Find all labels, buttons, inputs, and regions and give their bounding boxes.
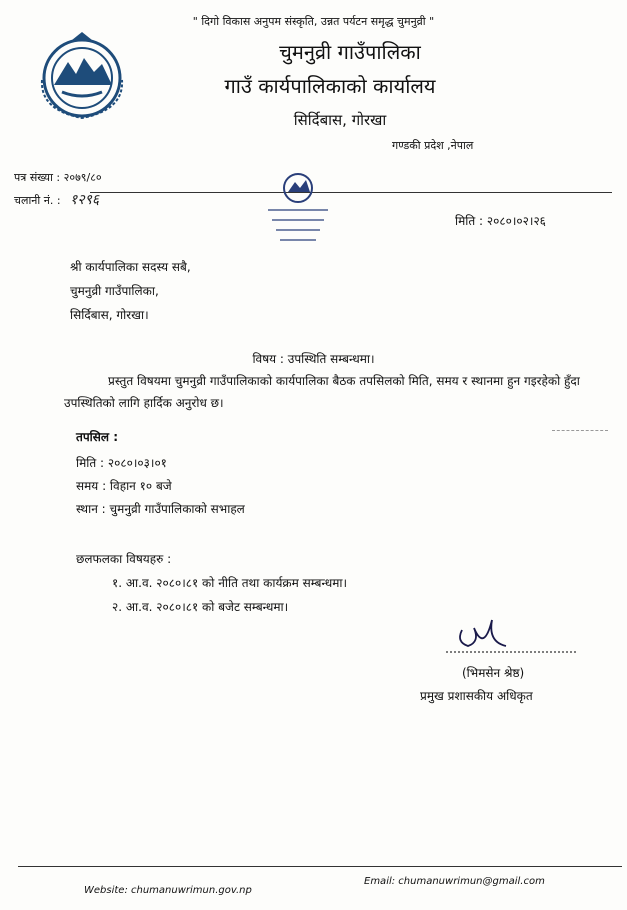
footer-divider xyxy=(18,866,622,867)
recipient-line: श्री कार्यपालिका सदस्य सबै, xyxy=(70,260,191,274)
patra-value: २०७९/८० xyxy=(63,171,102,184)
meeting-date: मिति : २०८०।०३।०१ xyxy=(76,456,167,470)
province: गण्डकी प्रदेश ,नेपाल xyxy=(392,139,474,152)
patra-label: पत्र संख्या : xyxy=(14,171,61,184)
signature-icon xyxy=(440,612,580,662)
header-divider xyxy=(90,192,612,193)
letter-date: मिति : २०८०।०२।२६ xyxy=(455,214,546,228)
letterhead-motto: " दिगो विकास अनुपम संस्कृति, उन्नत पर्यटन समृद्ध चुमनुव्री " xyxy=(192,15,435,28)
agenda-item: १. आ.व. २०८०।८१ को नीति तथा कार्यक्रम सम्बन्धमा। xyxy=(112,576,348,590)
footer-website: Website: chumanuwrimun.gov.np xyxy=(84,885,252,896)
margin-dashes xyxy=(552,430,608,431)
signatory-title: प्रमुख प्रशासकीय अधिकृत xyxy=(420,689,533,703)
office-stamp-icon xyxy=(262,170,334,254)
letter-subject: विषय : उपस्थिति सम्बन्धमा। xyxy=(252,352,375,366)
signatory-name: (भिमसेन श्रेष्ठ) xyxy=(462,666,525,680)
patra-sankhya xyxy=(14,170,102,185)
recipient-line: सिर्दिबास, गोरखा। xyxy=(70,308,149,322)
footer-email: Email: chumanuwrimun@gmail.com xyxy=(364,876,545,887)
meeting-time: समय : विहान १० बजे xyxy=(76,479,172,493)
agenda-item: २. आ.व. २०८०।८१ को बजेट सम्बन्धमा। xyxy=(112,600,289,614)
agenda-heading: छलफलका विषयहरु : xyxy=(76,552,172,566)
chalani-number xyxy=(14,190,99,209)
letter-body: प्रस्तुत विषयमा चुमनुव्री गाउँपालिकाको कार्यपालिका बैठक तपसिलको मिति, समय र स्थानमा हुन गइरहेको हुँदा उपस्थितिको लागि हार्दिक अनुरोध छ। xyxy=(64,374,580,410)
office-name: गाउँ कार्यपालिकाको कार्यालय xyxy=(224,74,436,98)
recipient-line: चुमनुव्री गाउँपालिका, xyxy=(70,284,159,298)
org-name: चुमनुव्री गाउँपालिका xyxy=(279,40,421,64)
meeting-place: स्थान : चुमनुव्री गाउँपालिकाको सभाहल xyxy=(76,502,245,516)
chalani-value: १२९६ xyxy=(70,192,100,208)
details-heading: तपसिल : xyxy=(76,430,118,444)
chalani-label: चलानी नं. : xyxy=(14,194,61,207)
office-location: सिर्दिबास, गोरखा xyxy=(293,111,387,129)
nepal-emblem-icon xyxy=(32,30,132,122)
